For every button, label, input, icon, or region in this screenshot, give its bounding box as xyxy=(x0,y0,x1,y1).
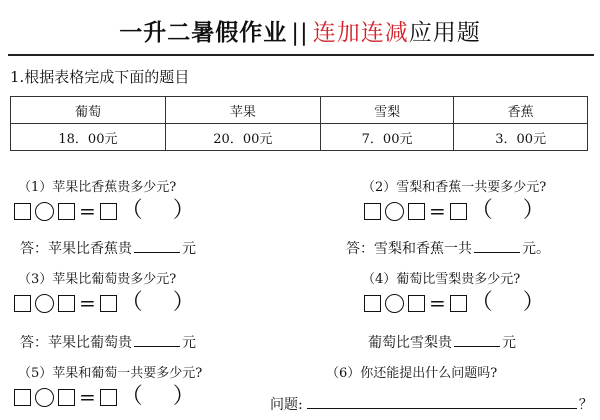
problem-4-equation xyxy=(364,292,545,314)
title-divider xyxy=(8,54,594,56)
answer-prefix: 葡萄比雪梨贵 xyxy=(368,335,452,351)
problem-2-question: （2）雪梨和香蕉一共要多少元? xyxy=(362,180,547,195)
price-table xyxy=(10,96,588,151)
answer-box[interactable] xyxy=(14,389,31,406)
page-title xyxy=(0,14,600,47)
table-row-fruits xyxy=(11,97,588,124)
problem-3-question: （3）苹果比葡萄贵多少元? xyxy=(18,272,177,287)
table-cell-price: 20．00元 xyxy=(165,124,320,151)
answer-suffix: ？ xyxy=(578,397,593,413)
open-paren: （ xyxy=(120,384,143,409)
answer-suffix: 元 xyxy=(502,335,516,351)
operator-circle[interactable] xyxy=(35,202,54,221)
operator-circle[interactable] xyxy=(385,294,404,313)
problem-1-answer xyxy=(20,238,196,258)
close-paren: ） xyxy=(172,290,195,315)
answer-suffix: 元。 xyxy=(522,241,550,257)
problem-1-question: （1）苹果比香蕉贵多少元? xyxy=(18,180,177,195)
answer-prefix: 答：苹果比香蕉贵 xyxy=(20,241,132,257)
operator-circle[interactable] xyxy=(385,202,404,221)
close-paren: ） xyxy=(172,198,195,223)
answer-suffix: 元 xyxy=(182,241,196,257)
table-row-prices xyxy=(11,124,588,151)
answer-box[interactable] xyxy=(450,295,467,312)
answer-box[interactable] xyxy=(14,295,31,312)
answer-box[interactable] xyxy=(450,203,467,220)
answer-blank[interactable] xyxy=(454,332,500,347)
open-paren: （ xyxy=(470,290,493,315)
answer-box[interactable] xyxy=(100,389,117,406)
answer-prefix: 答：苹果比葡萄贵 xyxy=(20,335,132,351)
answer-box[interactable] xyxy=(364,203,381,220)
answer-box[interactable] xyxy=(58,295,75,312)
open-paren: （ xyxy=(120,290,143,315)
equals-sign: = xyxy=(429,199,446,223)
title-suffix: 应用题 xyxy=(408,20,481,46)
answer-box[interactable] xyxy=(100,203,117,220)
equals-sign: = xyxy=(79,385,96,409)
answer-prefix: 问题: xyxy=(270,397,303,413)
table-cell-fruit: 香蕉 xyxy=(454,97,588,124)
close-paren: ） xyxy=(522,290,545,315)
problem-6-question: （6）你还能提出什么问题吗? xyxy=(326,366,498,381)
operator-circle[interactable] xyxy=(35,294,54,313)
problem-5-question: （5）苹果和葡萄一共要多少元? xyxy=(18,366,203,381)
problem-2-equation xyxy=(364,200,545,222)
open-paren: （ xyxy=(470,198,493,223)
close-paren: ） xyxy=(522,198,545,223)
problem-1-equation xyxy=(14,200,195,222)
problem-5-equation xyxy=(14,386,195,408)
answer-box[interactable] xyxy=(58,203,75,220)
table-cell-price: 18．00元 xyxy=(11,124,166,151)
table-cell-fruit: 雪梨 xyxy=(320,97,454,124)
close-paren: ） xyxy=(172,384,195,409)
question-blank[interactable] xyxy=(307,394,577,409)
answer-blank[interactable] xyxy=(134,332,180,347)
answer-box[interactable] xyxy=(408,295,425,312)
problem-2-answer xyxy=(346,238,550,258)
table-cell-fruit: 苹果 xyxy=(165,97,320,124)
problem-6-answer xyxy=(270,394,593,414)
table-cell-fruit: 葡萄 xyxy=(11,97,166,124)
problem-4-question: （4）葡萄比雪梨贵多少元? xyxy=(362,272,521,287)
equals-sign: = xyxy=(79,291,96,315)
answer-box[interactable] xyxy=(408,203,425,220)
title-prefix: 一升二暑假作业 xyxy=(119,20,288,46)
equals-sign: = xyxy=(79,199,96,223)
table-cell-price: 7．00元 xyxy=(320,124,454,151)
problem-3-answer xyxy=(20,332,196,352)
title-highlight: 连加连减 xyxy=(312,20,409,46)
answer-blank[interactable] xyxy=(474,238,520,253)
answer-suffix: 元 xyxy=(182,335,196,351)
question-1-heading: 1.根据表格完成下面的题目 xyxy=(10,68,190,86)
equals-sign: = xyxy=(429,291,446,315)
operator-circle[interactable] xyxy=(35,388,54,407)
answer-box[interactable] xyxy=(364,295,381,312)
table-cell-price: 3．00元 xyxy=(454,124,588,151)
problem-4-answer xyxy=(368,332,516,352)
title-separator: || xyxy=(291,20,309,46)
answer-box[interactable] xyxy=(100,295,117,312)
answer-box[interactable] xyxy=(58,389,75,406)
problem-3-equation xyxy=(14,292,195,314)
open-paren: （ xyxy=(120,198,143,223)
answer-blank[interactable] xyxy=(134,238,180,253)
answer-prefix: 答：雪梨和香蕉一共 xyxy=(346,241,472,257)
answer-box[interactable] xyxy=(14,203,31,220)
